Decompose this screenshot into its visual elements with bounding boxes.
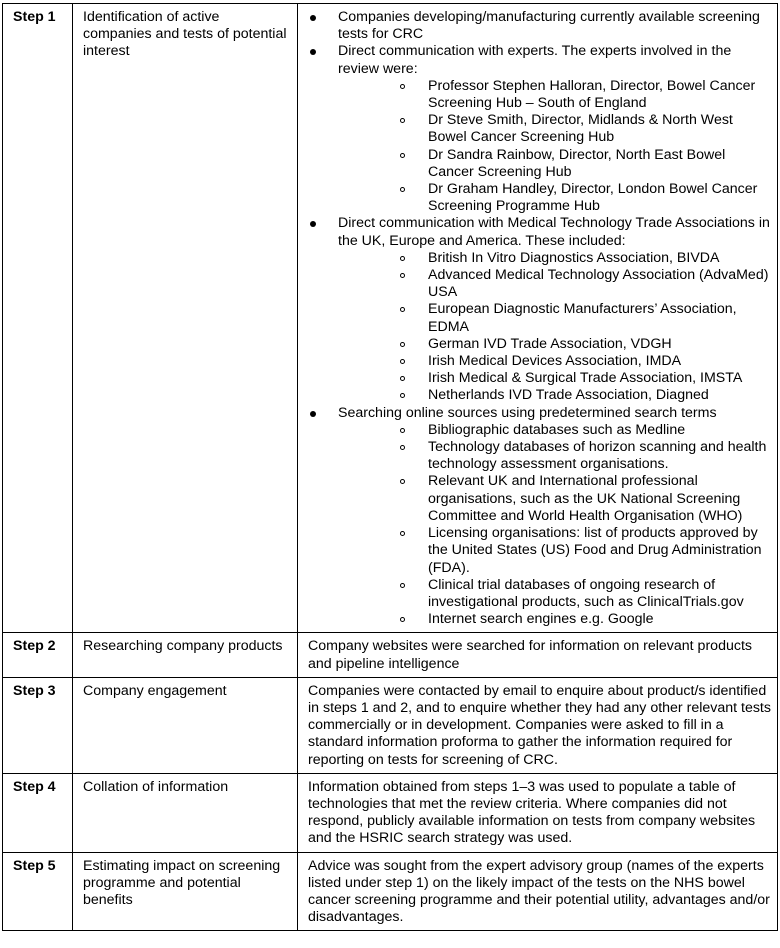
sub-list-item [338,611,771,628]
circle-bullet-icon [400,393,405,398]
circle-bullet-icon [400,479,405,484]
circle-bullet-icon [400,153,405,158]
sub-list-item [338,422,771,439]
circle-bullet-icon [400,256,405,261]
sub-item-text: Irish Medical & Surgical Trade Association, IMSTA [428,370,743,387]
bullet-list [308,9,771,628]
sub-item-text: Bibliographic databases such as Medline [428,421,686,438]
bullet-icon [310,49,316,55]
step-title: Researching company products [73,633,298,677]
bullet-icon [310,221,316,227]
step-label: Step 2 [3,633,73,677]
circle-bullet-icon [400,273,405,278]
sub-item-text: Advanced Medical Technology Association (AdvaMed) USA [428,267,769,301]
circle-bullet-icon [400,428,405,433]
sub-list-item [338,181,771,215]
sub-item-text: Relevant UK and International professional organisations, such as the UK National Screening Committee and World Health Organisation (WHO) [428,473,743,524]
circle-bullet-icon [400,531,405,536]
circle-bullet-icon [400,84,405,89]
sub-list-item [338,78,771,112]
sub-list-item [338,370,771,387]
table-row [3,677,778,773]
circle-bullet-icon [400,445,405,450]
table-row [3,852,778,931]
sub-list-item [338,336,771,353]
circle-bullet-icon [400,583,405,588]
list-item-text: Companies developing/manufacturing currently available screening tests for CRC [338,9,760,43]
circle-bullet-icon [400,118,405,123]
step-label: Step 3 [3,677,73,773]
sub-item-text: Licensing organisations: list of products approved by the United States (US) Food and Drug Administration (FDA). [428,525,762,576]
list-item-text: Direct communication with experts. The experts involved in the review were: [338,43,732,77]
sub-item-text: Netherlands IVD Trade Association, Diagned [428,387,709,404]
sub-list-item [338,387,771,404]
list-item-text: Searching online sources using predetermined search terms [338,404,717,421]
table-row [3,633,778,677]
sub-list [338,78,771,216]
step-description: Company websites were searched for information on relevant products and pipeline intelligence [298,633,778,677]
step-title: Collation of information [73,773,298,852]
step-label: Step 1 [3,4,73,633]
sub-item-text: German IVD Trade Association, VDGH [428,335,672,352]
list-item [308,43,771,215]
step-label: Step 5 [3,852,73,931]
sub-item-text: Dr Steve Smith, Director, Midlands & North West Bowel Cancer Screening Hub [428,112,733,146]
step-title: Identification of active companies and tests of potential interest [73,4,298,633]
sub-list-item [338,353,771,370]
circle-bullet-icon [400,342,405,347]
sub-list-item [338,112,771,146]
circle-bullet-icon [400,187,405,192]
table-row [3,4,778,633]
sub-list-item [338,267,771,301]
circle-bullet-icon [400,376,405,381]
step-label: Step 4 [3,773,73,852]
sub-list-item [338,250,771,267]
sub-list-item [338,473,771,525]
sub-item-text: European Diagnostic Manufacturers’ Association, EDMA [428,301,737,335]
circle-bullet-icon [400,617,405,622]
list-item-text: Direct communication with Medical Technology Trade Associations in the UK, Europe and America. These included: [338,215,770,249]
methodology-table [2,3,778,931]
sub-item-text: Internet search engines e.g. Google [428,611,654,628]
sub-list [338,422,771,628]
sub-item-text: Technology databases of horizon scanning and health technology assessment organisations. [428,439,767,473]
list-item [308,215,771,404]
step-title: Estimating impact on screening programme and potential benefits [73,852,298,931]
sub-item-text: Irish Medical Devices Association, IMDA [428,353,682,370]
step-description: Advice was sought from the expert advisory group (names of the experts listed under step 1) on the likely impact of the tests on the NHS bowel cancer screening programme and their potential utility, advantages and/or disadvantages. [298,852,778,931]
sub-item-text: Dr Sandra Rainbow, Director, North East Bowel Cancer Screening Hub [428,146,726,180]
step-description: Companies were contacted by email to enquire about product/s identified in steps 1 and 2, and to enquire whether they had any other relevant tests commercially or in development. Companies were asked to fill in a standard information proforma to gather the information required for reporting on tests for screening of CRC. [298,677,778,773]
step-description: Information obtained from steps 1–3 was used to populate a table of technologies that met the review criteria. Where companies did not respond, publicly available information on tests from company websites and the HSRIC search strategy was used. [298,773,778,852]
sub-list-item [338,147,771,181]
sub-list-item [338,525,771,577]
list-item [308,405,771,629]
sub-item-text: Dr Graham Handley, Director, London Bowel Cancer Screening Programme Hub [428,181,758,215]
step-title: Company engagement [73,677,298,773]
sub-list-item [338,439,771,473]
sub-list [338,250,771,405]
sub-list-item [338,577,771,611]
table-row [3,773,778,852]
sub-item-text: Professor Stephen Halloran, Director, Bowel Cancer Screening Hub – South of England [428,77,756,112]
sub-item-text: Clinical trial databases of ongoing research of investigational products, such as ClinicalTrials.gov [428,576,744,610]
sub-item-text: British In Vitro Diagnostics Association, BIVDA [428,249,720,266]
sub-list-item [338,301,771,335]
circle-bullet-icon [400,359,405,364]
bullet-icon [310,15,316,21]
circle-bullet-icon [400,307,405,312]
step-description [298,4,778,633]
list-item [308,9,771,43]
bullet-icon [310,411,316,417]
